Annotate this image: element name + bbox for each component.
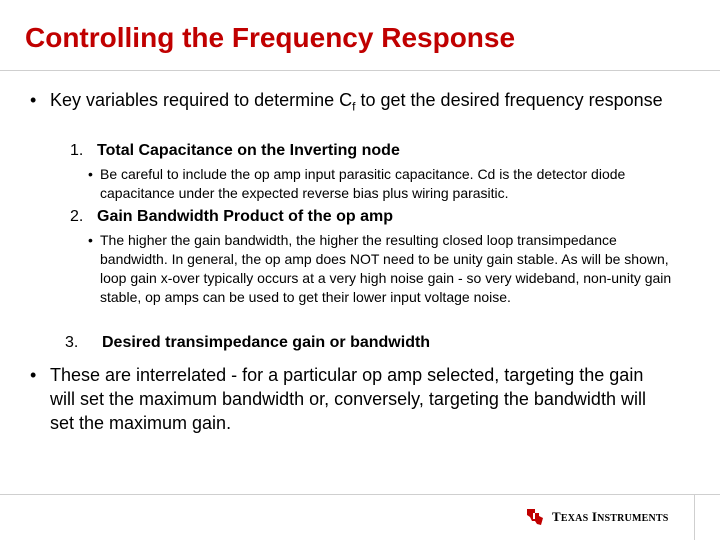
- bullet-dot: •: [88, 232, 93, 248]
- bullet-text: Key variables required to determine $C_f$ to get the desired frequency response: [50, 90, 663, 114]
- bullet-interrelated: • These are interrelated - for a particular op amp selected, targeting the gain will set the maximum bandwidth or, conversely, targeting the bandwidth will set the maximum gain.: [30, 365, 646, 433]
- item2-detail: • The higher the gain bandwidth, the higher the resulting closed loop transimpedance bandwidth. In general, the op amp does NOT need to be unity gain stable. As will be shown, loop gain x-over typically occurs at a very high noise gain - so very wideband, non-unity gain stable, op amps can be used to get their lower input voltage noise.: [88, 232, 672, 305]
- footer-right-divider: [694, 494, 695, 540]
- bullet-dot: •: [30, 365, 37, 385]
- ti-wordmark: TEXAS INSTRUMENTS: [552, 509, 669, 524]
- bullet-dot: •: [30, 90, 37, 110]
- footer-divider: [0, 494, 720, 495]
- bullet-dot: •: [88, 166, 93, 182]
- bullet-key-variables: [30, 88, 670, 119]
- slide-title: Controlling the Frequency Response: [25, 22, 516, 53]
- ti-state-icon: [524, 506, 546, 528]
- texas-instruments-logo: [524, 505, 669, 529]
- item1-detail: • Be careful to include the op amp input parasitic capacitance. Cd is the detector diode capacitance under the expected reverse bias plus wiring parasitic.: [88, 166, 626, 201]
- title-divider: [0, 70, 720, 71]
